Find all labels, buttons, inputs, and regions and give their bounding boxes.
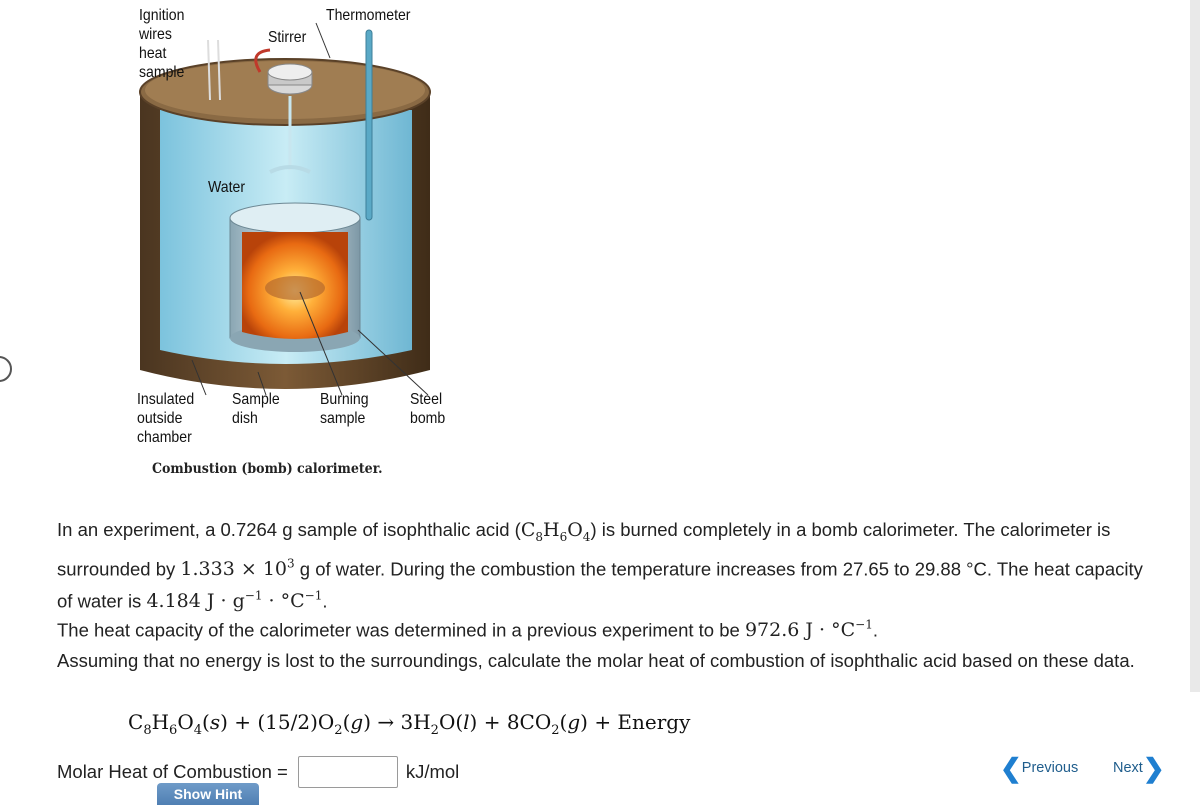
water-mass-exponent: 3 bbox=[287, 556, 295, 571]
p2-end: . bbox=[872, 619, 879, 641]
calorimeter-cp-value: 972.6 J · °C bbox=[744, 619, 856, 642]
p1-text-b: ) is burned completely in a bomb calorimeter. The calorimeter is surrounded by bbox=[57, 519, 1111, 580]
label-ignition-wires: Ignition wires heat sample bbox=[139, 7, 185, 81]
question-paragraph-1 bbox=[57, 516, 1157, 615]
calorimeter-heat-capacity bbox=[745, 619, 873, 641]
formula-isophthalic: $C_8H_6O_4$ bbox=[520, 519, 591, 544]
calorimeter-figure bbox=[130, 0, 470, 490]
question-paragraph-2 bbox=[57, 612, 1157, 644]
chevron-left-icon: ❮ bbox=[1000, 753, 1022, 783]
cp-exp-g: −1 bbox=[244, 589, 263, 604]
molar-heat-input[interactable] bbox=[298, 756, 398, 788]
next-label: Next bbox=[1113, 760, 1143, 776]
label-water: Water bbox=[208, 179, 246, 196]
water-mass-mantissa: 1.333 × 10 bbox=[180, 558, 287, 581]
label-insulated-chamber: Insulated outside chamber bbox=[137, 391, 195, 446]
label-steel-bomb: Steel bomb bbox=[410, 391, 446, 427]
previous-button[interactable] bbox=[1000, 753, 1079, 783]
page-edge-marker bbox=[0, 356, 12, 382]
label-burning-sample: Burning sample bbox=[320, 391, 369, 427]
label-sample-dish: Sample dish bbox=[232, 391, 280, 427]
p1-text-c: g of water. During the combustion the temperature increases from 27.65 to 29.88 °C. The heat capacity of water is bbox=[57, 558, 1143, 612]
cp-unit-tail: · °C bbox=[262, 590, 305, 613]
label-thermometer: Thermometer bbox=[326, 7, 411, 24]
label-stirrer: Stirrer bbox=[268, 29, 307, 46]
p1-text-a: In an experiment, a 0.7264 g sample of isophthalic acid ( bbox=[57, 519, 521, 540]
show-hint-button[interactable]: Show Hint bbox=[157, 783, 259, 805]
scrollbar-track[interactable] bbox=[1190, 0, 1200, 692]
answer-label: Molar Heat of Combustion = bbox=[57, 761, 288, 782]
answer-row bbox=[57, 757, 459, 787]
figure-caption: Combustion (bomb) calorimeter. bbox=[152, 461, 383, 477]
question-paragraph-3: Assuming that no energy is lost to the surroundings, calculate the molar heat of combustion of isophthalic acid based on these data. bbox=[57, 650, 1135, 671]
combustion-equation: $C_8H_6O_4(s) + (15/2)O_2(g) \to 3H_2O(l) + 8CO_2(g)$ + Energy bbox=[128, 710, 691, 738]
answer-unit: kJ/mol bbox=[405, 761, 460, 782]
p2-text: The heat capacity of the calorimeter was determined in a previous experiment to be bbox=[57, 619, 745, 641]
p1-end: . bbox=[322, 590, 328, 612]
previous-label: Previous bbox=[1021, 760, 1079, 776]
water-mass-value bbox=[180, 558, 294, 580]
chevron-right-icon: ❯ bbox=[1142, 753, 1165, 783]
cp-value: 4.184 J · g bbox=[146, 590, 245, 613]
next-button[interactable] bbox=[1113, 753, 1165, 783]
calorimeter-cp-exp: −1 bbox=[855, 618, 873, 632]
cp-exp-c: −1 bbox=[304, 589, 323, 604]
water-heat-capacity bbox=[146, 590, 322, 612]
